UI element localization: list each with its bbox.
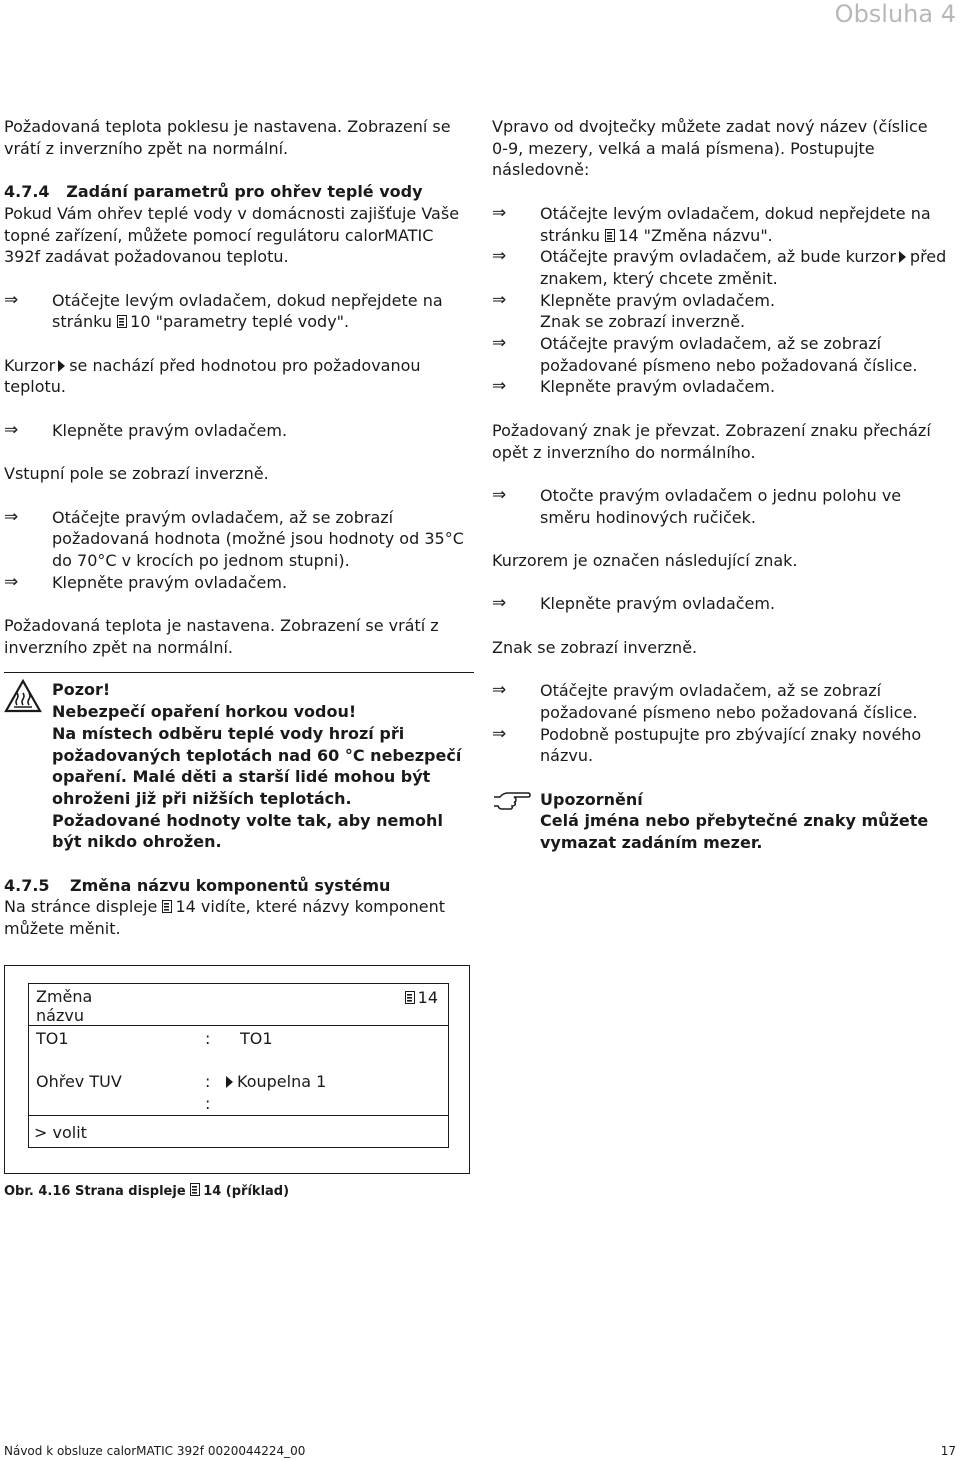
instruction-step: ⇒ Otočte pravým ovladačem o jednu polohu ve směru hodinových ručiček. (492, 484, 902, 527)
display-screen (28, 983, 449, 1148)
section-heading (4, 181, 474, 203)
paragraph: Požadovaný znak je převzat. Zobrazení znaku přechází opět z inverzního do normálního. (492, 420, 931, 462)
left-column (4, 116, 474, 940)
page-icon (190, 1183, 200, 1196)
hot-surface-warning-icon (4, 679, 42, 713)
display-row-label: Ohřev TUV (36, 1072, 122, 1091)
display-row-value: Koupelna 1 (223, 1072, 326, 1091)
instruction-step: ⇒ Otáčejte pravým ovladačem, až se zobrazí požadované písmeno nebo požadovaná číslice. (492, 333, 918, 375)
arrow-icon: ⇒ (492, 289, 507, 310)
instruction-step: ⇒ Klepněte pravým ovladačem. (492, 376, 776, 397)
instruction-step: ⇒ Klepněte pravým ovladačem. (4, 419, 288, 440)
display-softkey-label: > volit (34, 1123, 87, 1142)
arrow-icon: ⇒ (492, 333, 507, 354)
instruction-step: ⇒ Otáčejte pravým ovladačem, až se zobrazí požadovaná hodnota (možné jsou hodnoty od 35°C do 70°C v krocích po jednom stupni). (4, 506, 464, 570)
right-column (492, 116, 947, 854)
warning-box (4, 672, 474, 853)
page-icon (162, 900, 172, 913)
subsection-heading: 4.7.5 Změna názvu komponentů systému (4, 875, 391, 895)
paragraph: Požadovaná teplota poklesu je nastavena. Zobrazení se vrátí z inverzního zpět na normální. (4, 117, 451, 158)
footer-page-number: 17 (940, 1444, 956, 1458)
instruction-step: ⇒ Klepněte pravým ovladačem. (4, 571, 288, 592)
paragraph: Vstupní pole se zobrazí inverzně. (4, 464, 269, 484)
arrow-icon: ⇒ (4, 506, 19, 527)
display-colon: : (205, 1072, 211, 1091)
display-colon: : (205, 1094, 211, 1113)
paragraph: Požadovaná teplota je nastavena. Zobrazení se vrátí z inverzního zpět na normální. (4, 616, 439, 657)
instruction-step: ⇒ Otáčejte pravým ovladačem, až bude kurzor před znakem, který chcete změnit. (492, 246, 947, 288)
warning-text: Požadované hodnoty volte tak, aby nemohl být nikdo ohrožen. (52, 810, 443, 852)
arrow-icon: ⇒ (4, 419, 19, 440)
cursor-triangle-icon (58, 360, 65, 372)
display-page-number: 14 (405, 988, 438, 1007)
warning-text: Nebezpečí opaření horkou vodou! (52, 702, 357, 722)
note-box (492, 789, 947, 854)
section-number: 4.7.4 (4, 182, 50, 202)
arrow-icon: ⇒ (492, 202, 507, 223)
paragraph: Na stránce displeje 14 vidíte, které názvy komponent můžete měnit. (4, 897, 446, 939)
arrow-icon: ⇒ (4, 289, 19, 310)
instruction-step: ⇒ Otáčejte pravým ovladačem, až se zobrazí požadované písmeno nebo požadovaná číslice. (492, 680, 918, 722)
note-text: Celá jména nebo přebytečné znaky můžete vymazat zadáním mezer. (540, 811, 929, 853)
arrow-icon: ⇒ (492, 593, 507, 614)
display-colon: : (205, 1029, 211, 1048)
arrow-icon: ⇒ (492, 680, 507, 701)
page-icon (605, 229, 615, 242)
display-title: Změna názvu (36, 987, 93, 1025)
cursor-triangle-icon (899, 251, 906, 263)
instruction-step: ⇒ Klepněte pravým ovladačem. Znak se zobrazí inverzně. (492, 289, 776, 332)
paragraph: Vpravo od dvojtečky můžete zadat nový název (číslice 0-9, mezery, velká a malá písmena). Postupujte následovně: (492, 117, 928, 180)
instruction-step: ⇒ Podobně postupujte pro zbývající znaky nového názvu. (492, 723, 922, 766)
page-icon (405, 991, 415, 1004)
cursor-triangle-icon (226, 1076, 233, 1088)
arrow-icon: ⇒ (492, 376, 507, 397)
paragraph: Pokud Vám ohřev teplé vody v domácnosti zajišťuje Vaše topné zařízení, můžete pomocí regulátoru calorMATIC 392f zadávat požadovanou teplotu. (4, 203, 460, 267)
page-icon (117, 315, 127, 328)
display-row-value: TO1 (240, 1029, 273, 1048)
arrow-icon: ⇒ (4, 571, 19, 592)
section-title: Zadání parametrů pro ohřev teplé vody (66, 182, 423, 202)
instruction-step: ⇒ Otáčejte levým ovladačem, dokud nepřejdete na stránku 14 "Změna názvu". (492, 202, 931, 245)
pointing-hand-icon (492, 789, 532, 811)
footer-manual-title: Návod k obsluze calorMATIC 392f 0020044224_00 (4, 1444, 306, 1458)
note-title: Upozornění (540, 789, 643, 809)
arrow-icon: ⇒ (492, 246, 507, 267)
paragraph: Znak se zobrazí inverzně. (492, 637, 698, 657)
arrow-icon: ⇒ (492, 484, 507, 505)
figure-caption: Obr. 4.16 Strana displeje 14 (příklad) (4, 1184, 290, 1199)
instruction-step: ⇒ Klepněte pravým ovladačem. (492, 593, 776, 614)
arrow-icon: ⇒ (492, 723, 507, 744)
paragraph: Kurzor se nachází před hodnotou pro požadovanou teplotu. (4, 355, 421, 397)
warning-title: Pozor! (52, 680, 111, 700)
instruction-step: ⇒ Otáčejte levým ovladačem, dokud nepřejdete na stránku 10 "parametry teplé vody". (4, 289, 443, 332)
chapter-title: Obsluha 4 (834, 0, 956, 28)
warning-text: Na místech odběru teplé vody hrozí při požadovaných teplotách nad 60 °C nebezpečí opaření. Malé děti a starší lidé mohou být ohroženi již při nižších teplotách. (52, 723, 462, 808)
display-row-label: TO1 (36, 1029, 69, 1048)
paragraph: Kurzorem je označen následující znak. (492, 551, 798, 570)
